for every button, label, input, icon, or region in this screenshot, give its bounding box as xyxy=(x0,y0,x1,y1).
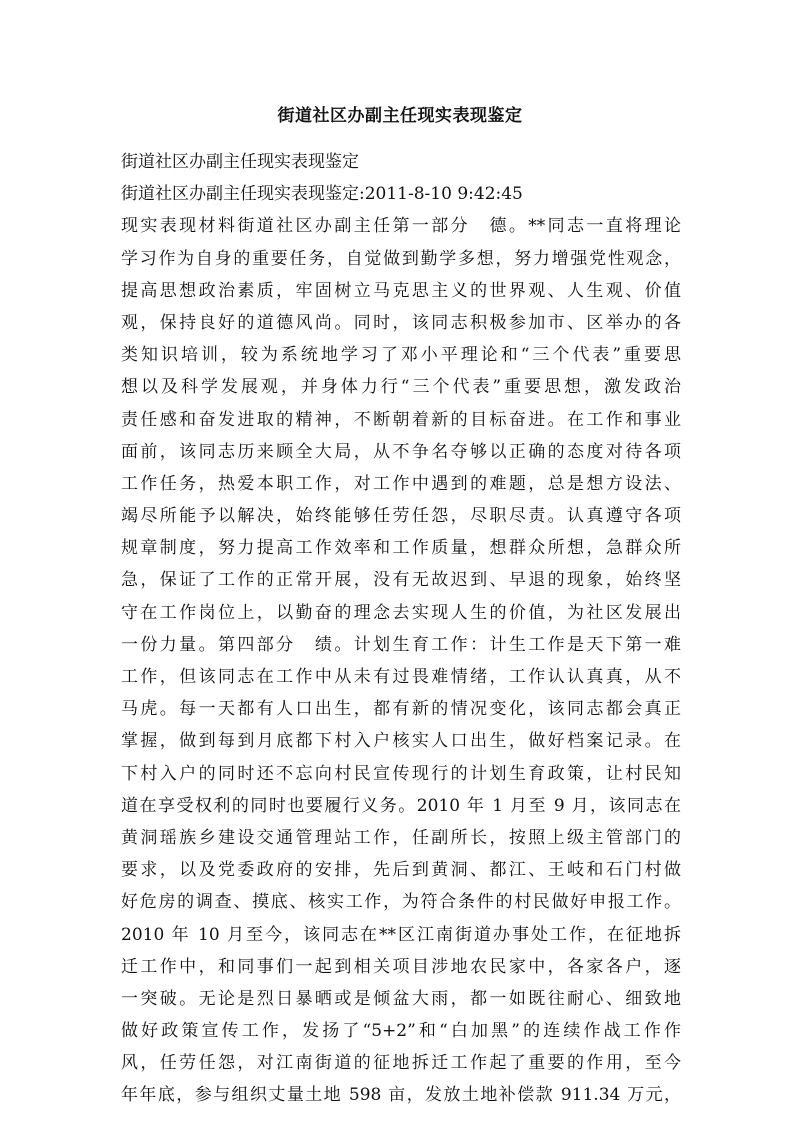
body-line-4: 学习作为自身的重要任务，自觉做到勤学多想，努力增强党性观念， xyxy=(121,248,681,269)
body-line-8: 想以及科学发展观，并身体力行“三个代表”重要思想，激发政治 xyxy=(121,377,681,398)
body-line-2: 街道社区办副主任现实表现鉴定:2011-8-10 9:42:45 xyxy=(121,184,523,205)
document-body xyxy=(121,146,681,1112)
body-line-24: 好危房的调查、摸底、核实工作，为符合条件的村民做好申报工作。 xyxy=(121,892,681,913)
body-line-22: 黄洞瑶族乡建设交通管理站工作，任副所长，按照上级主管部门的 xyxy=(121,827,681,848)
body-line-21: 道在享受权利的同时也要履行义务。2010 年 1 月至 9 月，该同志在 xyxy=(121,795,681,816)
body-line-5: 提高思想政治素质，牢固树立马克思主义的世界观、人生观、价值 xyxy=(121,280,681,301)
body-line-6: 观，保持良好的道德风尚。同时，该同志积极参加市、区举办的各 xyxy=(121,312,681,333)
body-line-23: 要求，以及党委政府的安排，先后到黄洞、都江、王岐和石门村做 xyxy=(121,860,681,881)
body-line-17: 工作，但该同志在工作中从未有过畏难情绪，工作认认真真，从不 xyxy=(121,667,681,687)
body-line-7: 类知识培训，较为系统地学习了邓小平理论和“三个代表”重要思 xyxy=(121,345,681,366)
body-line-9: 责任感和奋发进取的精神，不断朝着新的目标奋进。在工作和事业 xyxy=(121,409,681,430)
body-line-18: 马虎。每一天都有人口出生，都有新的情况变化，该同志都会真正 xyxy=(121,699,681,720)
body-line-3: 现实表现材料街道社区办副主任第一部分 德。**同志一直将理论 xyxy=(121,216,681,237)
body-line-29: 风，任劳任怨，对江南街道的征地拆迁工作起了重要的作用，至今 xyxy=(121,1053,681,1074)
body-line-1: 街道社区办副主任现实表现鉴定 xyxy=(121,152,359,172)
body-line-11: 工作任务，热爱本职工作，对工作中遇到的难题，总是想方设法、 xyxy=(121,473,681,494)
body-line-20: 下村入户的同时还不忘向村民宣传现行的计划生育政策，让村民知 xyxy=(121,763,681,784)
body-line-15: 守在工作岗位上，以勤奋的理念去实现人生的价值，为社区发展出 xyxy=(121,602,681,623)
body-line-13: 规章制度，努力提高工作效率和工作质量，想群众所想，急群众所 xyxy=(121,538,681,559)
body-line-30: 年年底，参与组织丈量土地 598 亩，发放土地补偿款 911.34 万元， xyxy=(121,1085,681,1106)
body-line-12: 竭尽所能予以解决，始终能够任劳任怨，尽职尽责。认真遵守各项 xyxy=(121,506,681,527)
document-title: 街道社区办副主任现实表现鉴定 xyxy=(277,106,523,126)
body-line-14: 急，保证了工作的正常开展，没有无故迟到、早退的现象，始终坚 xyxy=(121,570,681,591)
body-line-16: 一份力量。第四部分 绩。计划生育工作：计生工作是天下第一难 xyxy=(121,634,681,655)
body-line-25: 2010 年 10 月至今，该同志在**区江南街道办事处工作，在征地拆 xyxy=(121,924,681,945)
body-line-19: 掌握，做到每到月底都下村入户核实人口出生，做好档案记录。在 xyxy=(121,731,681,752)
body-line-27: 一突破。无论是烈日暴晒或是倾盆大雨，都一如既往耐心、细致地 xyxy=(121,988,681,1009)
body-line-10: 面前，该同志历来顾全大局，从不争名夺够以正确的态度对待各项 xyxy=(121,441,681,462)
body-line-28: 做好政策宣传工作，发扬了“5+2”和“白加黑”的连续作战工作作 xyxy=(121,1021,681,1042)
body-line-26: 迁工作中，和同事们一起到相关项目涉地农民家中，各家各户，逐 xyxy=(121,956,681,977)
